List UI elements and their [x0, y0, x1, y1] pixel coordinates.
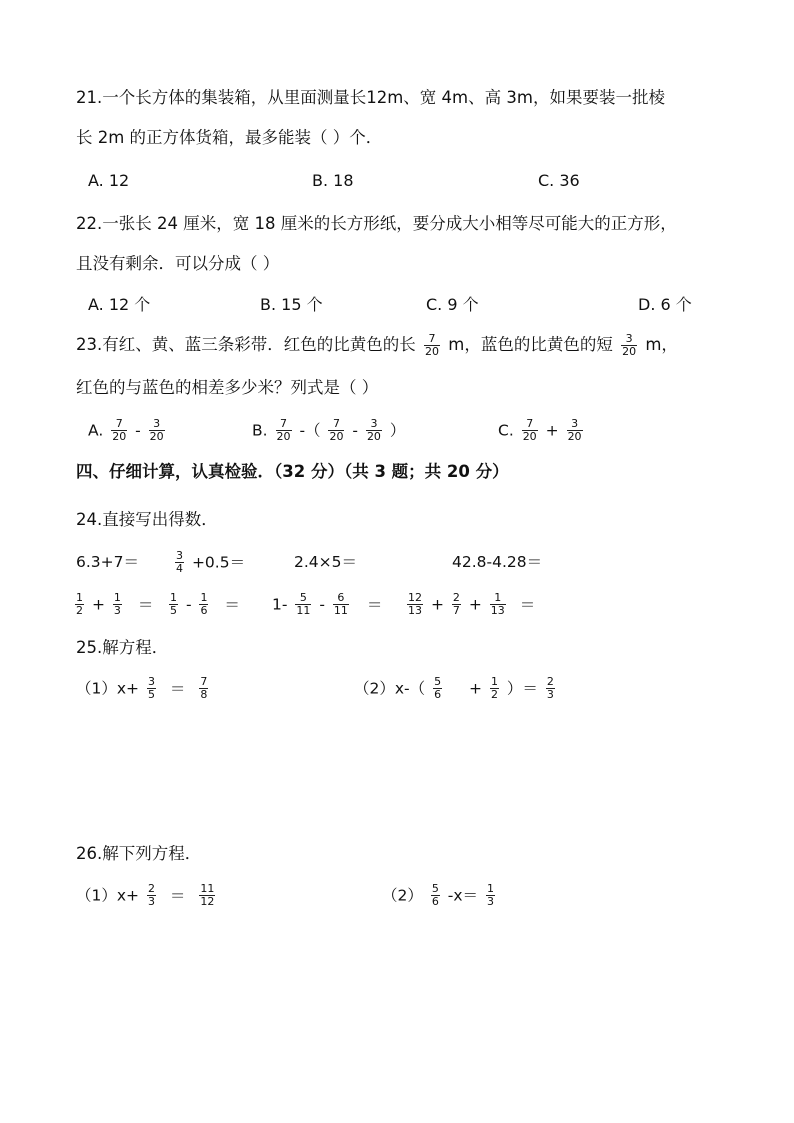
fraction	[276, 418, 292, 443]
math-text: （2）x-（	[354, 679, 426, 698]
math-text: ＝	[137, 595, 154, 614]
math-text: 1-	[272, 595, 288, 614]
q22-option-d: D. 6 个	[638, 295, 692, 314]
fraction-denominator: 8	[200, 688, 208, 701]
math-text: -	[319, 595, 325, 614]
fraction	[199, 592, 208, 617]
fraction-numerator: 1	[76, 591, 83, 604]
q25-title: 25.解方程．	[76, 638, 169, 657]
q23-option-a	[88, 415, 168, 446]
fraction-numerator: 1	[113, 591, 121, 604]
math-text: ＝	[366, 595, 383, 614]
fraction-numerator: 7	[115, 417, 123, 430]
fraction-numerator: 2	[147, 882, 155, 895]
q21-option-b: B. 18	[312, 171, 354, 190]
math-text: B.	[252, 421, 268, 440]
q24-title: 24.直接写出得数．	[76, 510, 218, 529]
math-text: （1）x+	[76, 886, 140, 905]
fraction-denominator: 20	[366, 430, 381, 443]
q24-expr-4: 42.8-4.28＝	[452, 553, 543, 571]
fraction-numerator: 5	[434, 675, 442, 688]
fraction-numerator: 1	[200, 591, 208, 604]
math-text: ＝	[169, 679, 186, 698]
q26-title: 26.解下列方程．	[76, 844, 202, 863]
fraction	[147, 676, 156, 701]
fraction-denominator: 20	[567, 430, 582, 443]
math-text: +	[91, 595, 105, 614]
q22-line1: 22.一张长 24 厘米，宽 18 厘米的长方形纸，要分成大小相等尽可能大的正方形，	[76, 214, 677, 233]
fraction	[149, 418, 165, 443]
fraction-numerator: 1	[494, 591, 502, 604]
fraction	[522, 418, 538, 443]
q21-line1: 21.一个长方体的集装箱，从里面测量长12m、宽 4m、高 3m，如果要装一批棱	[76, 88, 665, 107]
fraction-numerator: 5	[299, 591, 307, 604]
fraction-denominator: 11	[333, 604, 348, 617]
fraction-numerator: 7	[280, 417, 287, 430]
fraction-denominator: 20	[329, 430, 344, 443]
q22-option-a: A. 12 个	[88, 295, 151, 314]
fraction-denominator: 6	[431, 895, 439, 908]
q23-line1-part-c: m，	[645, 335, 678, 354]
section-title: 四、仔细计算，认真检验．（32 分）（共 3 题；共 20 分）	[76, 462, 509, 481]
fraction-numerator: 5	[431, 882, 439, 895]
fraction-denominator: 11	[296, 604, 311, 617]
fraction	[169, 592, 178, 617]
fraction-denominator: 5	[170, 604, 177, 617]
q24-expr-8	[404, 589, 535, 620]
fraction	[147, 883, 156, 908]
fraction-numerator: 3	[370, 417, 378, 430]
math-text: ）＝	[506, 679, 538, 698]
q22-option-c: C. 9 个	[426, 295, 479, 314]
fraction-denominator: 20	[622, 345, 637, 358]
math-text: -	[352, 421, 358, 440]
fraction-numerator: 7	[428, 332, 436, 345]
math-text: （2）	[382, 886, 423, 905]
fraction	[486, 883, 495, 908]
q22-line2: 且没有剩余．可以分成（ ）	[76, 254, 280, 273]
q26-equation-1	[76, 880, 218, 911]
fraction-numerator: 11	[200, 882, 215, 895]
fraction-denominator: 6	[434, 688, 442, 701]
fraction-numerator: 3	[625, 332, 633, 345]
fraction	[433, 676, 442, 701]
math-text: -x＝	[447, 886, 479, 905]
q21-option-a: A. 12	[88, 171, 130, 190]
fraction-numerator: 7	[332, 417, 340, 430]
fraction	[333, 592, 349, 617]
fraction	[199, 883, 215, 908]
math-text: ＝	[169, 886, 186, 905]
fraction-denominator: 12	[200, 895, 215, 908]
fraction	[546, 676, 555, 701]
fraction-numerator: 7	[526, 417, 534, 430]
math-text: +	[469, 679, 483, 698]
q23-option-c	[498, 415, 586, 446]
math-text: +	[468, 595, 482, 614]
fraction-numerator: 3	[147, 675, 155, 688]
math-text: -	[135, 421, 141, 440]
fraction-numerator: 3	[176, 549, 183, 562]
fraction-numerator: 1	[490, 675, 498, 688]
fraction	[567, 418, 583, 443]
fraction-numerator: 12	[408, 591, 422, 604]
q21-option-c: C. 36	[538, 171, 580, 190]
fraction-denominator: 20	[425, 345, 439, 358]
fraction	[431, 883, 440, 908]
fraction-denominator: 7	[452, 604, 460, 617]
fraction-denominator: 5	[147, 688, 155, 701]
math-text: C.	[498, 421, 514, 440]
fraction-numerator: 3	[571, 417, 579, 430]
fraction	[295, 592, 311, 617]
q22-option-b: B. 15 个	[260, 295, 323, 314]
fraction-denominator: 20	[112, 430, 127, 443]
q24-expr-6	[166, 589, 240, 620]
fraction-numerator: 1	[170, 591, 177, 604]
math-text: A.	[88, 421, 104, 440]
fraction	[113, 592, 122, 617]
math-text: （1）x+	[76, 679, 140, 698]
fraction-denominator: 13	[408, 604, 422, 617]
fraction-denominator: 4	[176, 562, 183, 575]
q25-equation-2	[354, 673, 558, 704]
math-text: -	[185, 595, 192, 614]
fraction	[407, 592, 423, 617]
math-text: ）	[389, 421, 406, 440]
fraction-denominator: 2	[76, 604, 83, 617]
fraction	[175, 550, 184, 575]
q21-line2: 长 2m 的正方体货箱，最多能装（ ）个．	[76, 128, 383, 147]
fraction-denominator: 3	[147, 895, 155, 908]
fraction	[366, 418, 382, 443]
fraction-numerator: 2	[546, 675, 554, 688]
fraction-numerator: 2	[452, 591, 460, 604]
q23-line1-part-b: m，蓝色的比黄色的短	[448, 335, 613, 354]
math-text: +	[430, 595, 444, 614]
fraction-numerator: 7	[200, 675, 208, 688]
q24-expr-1: 6.3+7＝	[76, 553, 139, 571]
fraction-denominator: 3	[486, 895, 494, 908]
fraction	[199, 676, 208, 701]
fraction-denominator: 3	[546, 688, 554, 701]
fraction-numerator: 1	[486, 882, 494, 895]
fraction	[621, 333, 637, 358]
fraction-denominator: 13	[490, 604, 505, 617]
math-text: +	[545, 421, 559, 440]
q25-equation-1	[76, 673, 211, 704]
fraction-denominator: 20	[522, 430, 537, 443]
fraction	[452, 592, 461, 617]
fraction-denominator: 20	[276, 430, 291, 443]
math-text: ＝	[519, 595, 536, 614]
fraction-denominator: 3	[113, 604, 121, 617]
q26-equation-2	[382, 880, 498, 911]
math-text: ＝	[224, 595, 240, 614]
q23-option-b	[252, 415, 405, 446]
q23-line1-part-a: 23.有红、黄、蓝三条彩带．红色的比黄色的长	[76, 335, 416, 354]
q24-expr-7	[272, 589, 382, 620]
fraction	[424, 333, 440, 358]
fraction	[490, 592, 506, 617]
math-text: +0.5＝	[191, 553, 246, 572]
fraction	[75, 592, 84, 617]
q24-expr-3: 2.4×5＝	[294, 553, 357, 571]
fraction-denominator: 2	[490, 688, 498, 701]
fraction-numerator: 6	[337, 591, 345, 604]
q23-line1	[76, 333, 678, 358]
q24-expr-5	[72, 589, 153, 620]
q24-expr-2	[172, 547, 245, 578]
math-text: -（	[299, 421, 321, 440]
fraction-denominator: 6	[200, 604, 208, 617]
fraction	[490, 676, 499, 701]
fraction	[328, 418, 344, 443]
fraction-denominator: 20	[149, 430, 164, 443]
fraction-numerator: 3	[153, 417, 161, 430]
fraction	[111, 418, 127, 443]
q23-line2: 红色的与蓝色的相差多少米？列式是（ ）	[76, 378, 379, 397]
